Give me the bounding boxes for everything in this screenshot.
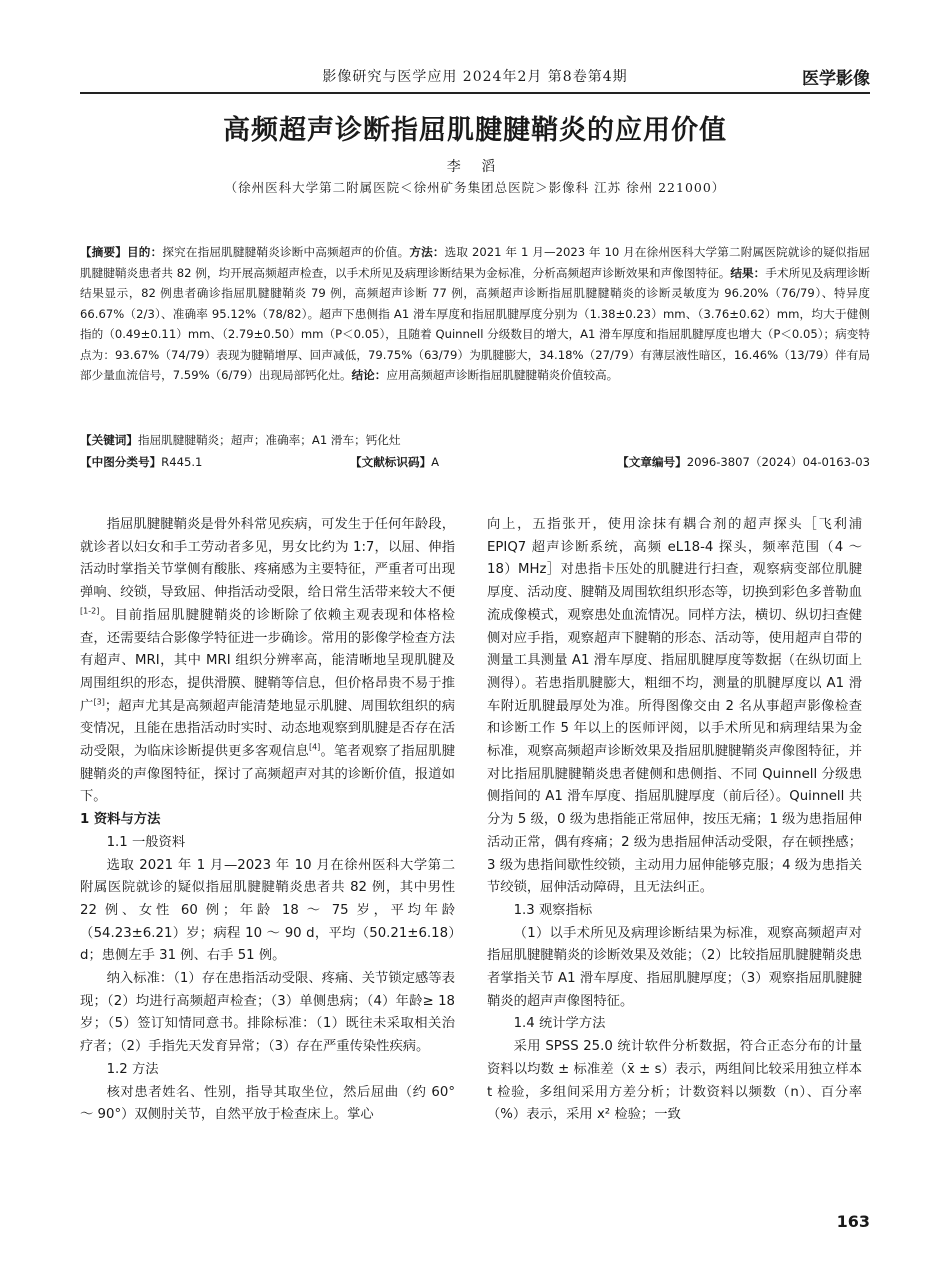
subsection-heading-1-2: 1.2 方法 <box>106 1061 159 1077</box>
section-label: 医学影像 <box>802 69 870 89</box>
article-number <box>617 452 870 472</box>
abstract <box>80 242 870 386</box>
article-number-value: 2096-3807（2024）04-0163-03 <box>686 455 870 469</box>
author: 李 滔 <box>446 159 504 175</box>
intro-text-4: 。笔者观察了指屈肌腱腱鞘炎的声像图特征，探讨了高频超声对其的诊断价值，报道如下。 <box>80 744 455 805</box>
page-number: 163 <box>836 1212 870 1231</box>
statistics-paragraph: 采用 SPSS 25.0 统计软件分析数据，符合正态分布的计量资料以均数 ± 标准差（x̄ ± s）表示，两组间比较采用独立样本 t 检验，多组间采用方差分析；计数资料以频数（n）、百分率（%）表示，采用 x² 检验；一致 <box>487 1039 862 1123</box>
abstract-methods: 选取 2021 年 1 月—2023 年 10 月在徐州医科大学第二附属医院就诊的疑似指屈肌腱腱鞘炎患者共 82 例，均开展高频超声检查，以手术所见及病理诊断结果为金标准，分析高频超声诊断效果和声像图特征。 <box>80 245 870 280</box>
keywords <box>80 430 870 450</box>
keywords-label: 【关键词】 <box>80 433 138 447</box>
citation-1: [1-2] <box>80 606 100 616</box>
keywords-text: 指屈肌腱腱鞘炎；超声；准确率；A1 滑车；钙化灶 <box>137 433 401 447</box>
method-continued-paragraph: 向上，五指张开，使用涂抹有耦合剂的超声探头［飞利浦 EPIQ7 超声诊断系统，高频 eL18-4 探头，频率范围（4 ～ 18）MHz］对患指卡压处的肌腱进行扫查，观察病变部位肌腱厚度、活动度、腱鞘及周围软组织形态等，切换到彩色多普勒血流成像模式，观察患处血流情况。同样方法，横切、纵切扫查健侧对应手指，观察超声下腱鞘的形态、活动等，使用超声自带的测量工具测量 A1 滑车厚度、指屈肌腱厚度等数据（在纵切面上测得）。若患指肌腱膨大，粗细不均，测量的肌腱厚度以 A1 滑车附近肌腱最厚处为准。所得图像交由 2 名从事超声影像检查和诊断工作 5 年以上的医师评阅，以手术所见和病理结果为金标准，观察高频超声诊断效果及指屈肌腱腱鞘炎声像图特征，并对比指屈肌腱腱鞘炎患者健侧和患侧指、不同 Quinnell 分级患侧指间的 A1 滑车厚度、指屈肌腱厚度（前后径）。Quinnell 共分为 5 级，0 级为患指能正常屈伸，按压无痛；1 级为患指屈伸活动正常，偶有疼痛；2 级为患指屈伸活动受限，存在顿挫感；3 级为患指间歇性绞锁，主动用力屈伸能够克服；4 级为患指关节绞锁，屈伸活动障碍，且无法纠正。 <box>487 517 862 896</box>
classification-line <box>80 452 870 472</box>
abstract-objective-label: 目的： <box>127 245 163 259</box>
indicators-paragraph: （1）以手术所见及病理诊断结果为标准，观察高频超声对指屈肌腱腱鞘炎的诊断效果及效能；（2）比较指屈肌腱腱鞘炎患者掌指关节 A1 滑车厚度、指屈肌腱厚度；（3）观察指屈肌腱腱鞘炎的超声声像图特征。 <box>487 925 862 1009</box>
intro-text-3: ；超声尤其是高频超声能清楚地显示肌腱、周围软组织的病变情况，且能在患指活动时实时、动态地观察到肌腱是否存在活动受限，为临床诊断提供更多客观信息 <box>80 698 456 760</box>
abstract-methods-label: 方法： <box>409 245 445 259</box>
abstract-results: 手术所见及病理诊断结果显示，82 例患者确诊指屈肌腱腱鞘炎 79 例，高频超声诊断 77 例，高频超声诊断指屈肌腱腱鞘炎的诊断灵敏度为 96.20%（76/79）、特异度 66.67%（2/3）、准确率 95.12%（78/82）。超声下患侧指 A1 滑车厚度和指屈肌腱厚度分别为（1.38±0.23）mm、（3.76±0.62）mm，均大于健侧指的（0.49±0.11）mm、（2.79±0.50）mm（P＜0.05），且随着 Quinnell 分级数目的增大，A1 滑车厚度和指屈肌腱厚度也增大（P＜0.05）；病变特点为：93.67%（74/79）表现为腱鞘增厚、回声减低，79.75%（63/79）为肌腱膨大，34.18%（27/79）有薄层液性暗区，16.46%（13/79）伴有局部少量血流信号，7.59%（6/79）出现局部钙化灶。 <box>80 265 870 382</box>
header-divider <box>80 92 870 94</box>
general-data-paragraph: 选取 2021 年 1 月—2023 年 10 月在徐州医科大学第二附属医院就诊的疑似指屈肌腱腱鞘炎患者共 82 例，其中男性 22 例、女性 60 例；年龄 18 ～ 75 岁，平均年龄（54.23±6.21）岁；病程 10 ～ 90 d，平均（50.21±6.18）d；患侧左手 31 例、右手 51 例。 <box>80 857 455 964</box>
document-code-label: 【文献标识码】 <box>350 455 432 469</box>
clc-label: 【中图分类号】 <box>80 455 162 469</box>
journal-info: 影像研究与医学应用 2024年2月 第8卷第4期 <box>322 69 628 85</box>
document-code <box>350 452 439 472</box>
abstract-objective: 探究在指屈肌腱腱鞘炎诊断中高频超声的价值。 <box>162 245 410 259</box>
clc-number <box>80 452 202 472</box>
citation-3: [4] <box>308 742 321 752</box>
method-paragraph: 核对患者姓名、性别，指导其取坐位，然后屈曲（约 60° ～ 90°）双侧肘关节，自然平放于检查床上。掌心 <box>80 1084 455 1123</box>
abstract-results-label: 结果： <box>730 265 766 280</box>
subsection-heading-1-4: 1.4 统计学方法 <box>513 1016 606 1032</box>
running-header <box>80 62 870 92</box>
subsection-heading-1-1: 1.1 一般资料 <box>106 834 186 850</box>
article-number-label: 【文章编号】 <box>617 455 687 469</box>
document-code-value: A <box>431 455 440 469</box>
subsection-heading-1-3: 1.3 观察指标 <box>513 902 593 918</box>
intro-text-1: 指屈肌腱腱鞘炎是骨外科常见疾病，可发生于任何年龄段，就诊者以妇女和手工劳动者多见，男女比约为 1:7，以屈、伸指活动时掌指关节掌侧有酸胀、疼痛感为主要特征，严重者可出现弹响、绞锁，导致屈、伸指活动受限，给日常生活带来较大不便 <box>80 517 455 601</box>
abstract-conclusion-label: 结论： <box>351 368 387 382</box>
left-column <box>80 514 455 1127</box>
affiliation: （徐州医科大学第二附属医院＜徐州矿务集团总医院＞影像科 江苏 徐州 221000） <box>224 180 726 195</box>
right-column <box>487 514 862 1127</box>
article-title: 高频超声诊断指屈肌腱腱鞘炎的应用价值 <box>223 115 727 146</box>
criteria-paragraph: 纳入标准：（1）存在患指活动受限、疼痛、关节锁定感等表现；（2）均进行高频超声检查；（3）单侧患病；（4）年龄≥ 18 岁；（5）签订知情同意书。排除标准：（1）既往未采取相关治疗者；（2）手指先天发育异常；（3）存在严重传染性疾病。 <box>80 971 455 1055</box>
intro-paragraph <box>80 514 455 809</box>
abstract-conclusion: 应用高频超声诊断指屈肌腱腱鞘炎价值较高。 <box>386 368 619 382</box>
abstract-label: 【摘要】 <box>80 245 128 259</box>
clc-value: R445.1 <box>161 455 203 469</box>
intro-text-2: 。目前指屈肌腱腱鞘炎的诊断除了依赖主观表现和体格检查，还需要结合影像学特征进一步确诊。常用的影像学检查方法有超声、MRI，其中 MRI 组织分辨率高，能清晰地呈现肌腱及周围组织的形态，提供滑膜、腱鞘等信息，但价格昂贵不易于推广 <box>80 607 455 714</box>
citation-2: [3] <box>93 697 105 707</box>
section-heading-1: 1 资料与方法 <box>80 812 161 828</box>
